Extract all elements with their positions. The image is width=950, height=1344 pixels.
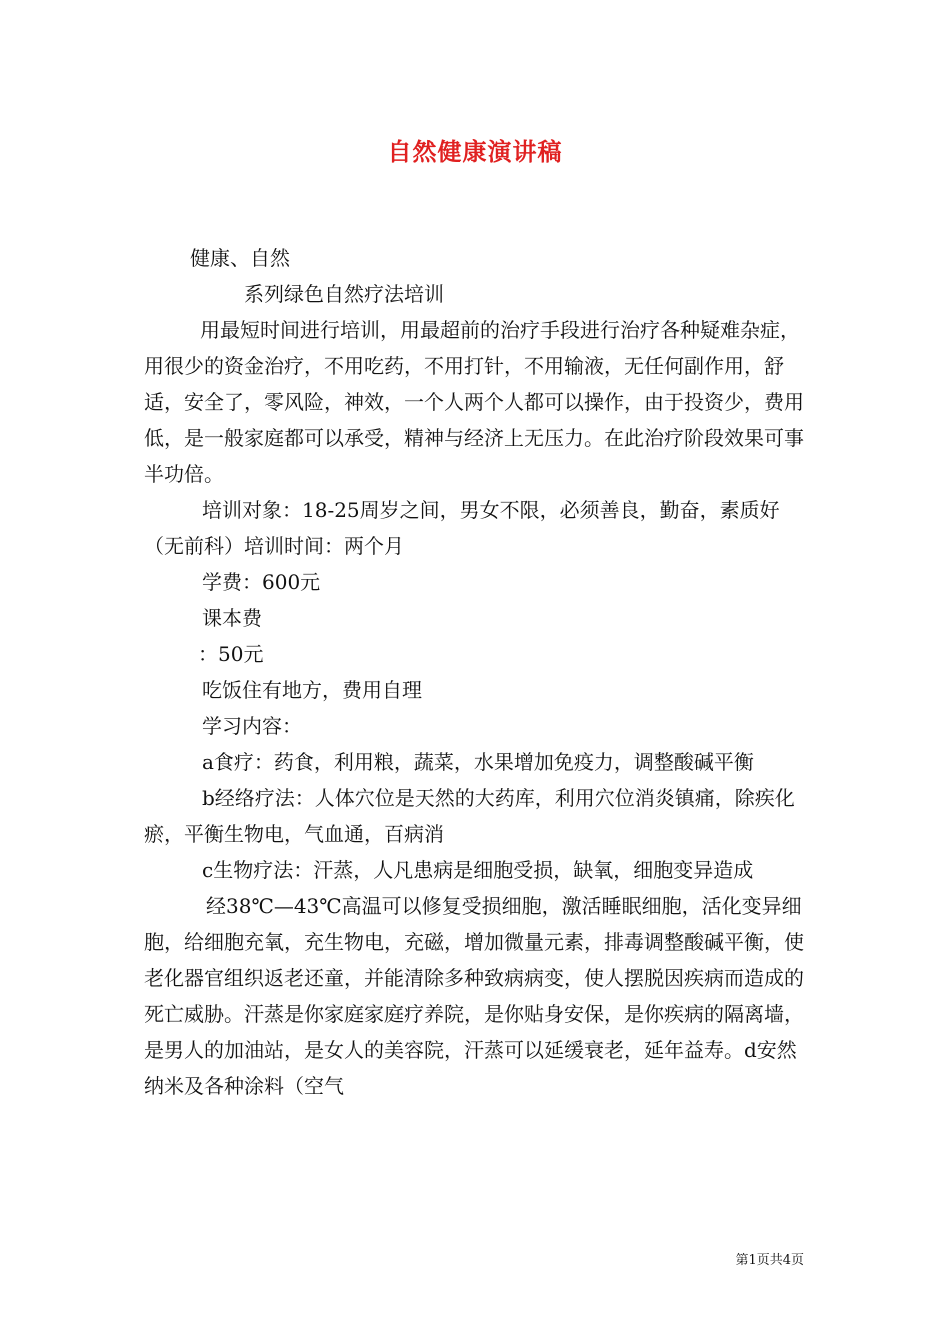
paragraph-diet-therapy: a食疗：药食，利用粮，蔬菜，水果增加免疫力，调整酸碱平衡 [202, 750, 754, 774]
paragraph-bio-therapy: c生物疗法：汗蒸，人凡患病是细胞受损，缺氧，细胞变异造成 [202, 858, 754, 882]
paragraph-target: 培训对象：18-25周岁之间，男女不限，必须善良，勤奋，素质好（无前科）培训时间：两个月 [144, 498, 780, 558]
document-body [144, 240, 808, 1104]
paragraph-meridian-therapy: b经络疗法：人体穴位是天然的大药库，利用穴位消炎镇痛，除疾化瘀，平衡生物电，气血通，百病消 [144, 786, 795, 846]
document-title: 自然健康演讲稿 [387, 137, 563, 166]
paragraph-accommodation: 吃饭住有地方，费用自理 [202, 678, 422, 702]
paragraph-sauna-details: 经38℃—43℃高温可以修复受损细胞，激活睡眠细胞，活化变异细胞，给细胞充氧，充生物电，充磁，增加微量元素，排毒调整酸碱平衡，使老化器官组织返老还童，并能清除多种致病病变，使人摆脱因疾病而造成的死亡威胁。汗蒸是你家庭家庭疗养院，是你贴身安保，是你疾病的隔离墙，是男人的加油站，是女人的美容院，汗蒸可以延缓衰老，延年益寿。d安然纳米及各种涂料（空气 [144, 894, 804, 1098]
paragraph-subheading: 系列绿色自然疗法培训 [244, 282, 444, 306]
paragraph-tuition: 学费：600元 [202, 570, 321, 594]
paragraph-book-fee-value: ：50元 [198, 642, 264, 666]
paragraph-intro: 用最短时间进行培训，用最超前的治疗手段进行治疗各种疑难杂症，用很少的资金治疗，不用吃药，不用打针，不用输液，无任何副作用，舒适，安全了，零风险，神效，一个人两个人都可以操作，由于投资少，费用低，是一般家庭都可以承受，精神与经济上无压力。在此治疗阶段效果可事半功倍。 [144, 318, 804, 486]
paragraph-content-label: 学习内容： [202, 714, 302, 738]
paragraph-book-fee-label: 课本费 [202, 606, 262, 630]
paragraph-heading: 健康、自然 [190, 246, 290, 270]
page-number-footer: 第1页共4页 [735, 1253, 804, 1268]
